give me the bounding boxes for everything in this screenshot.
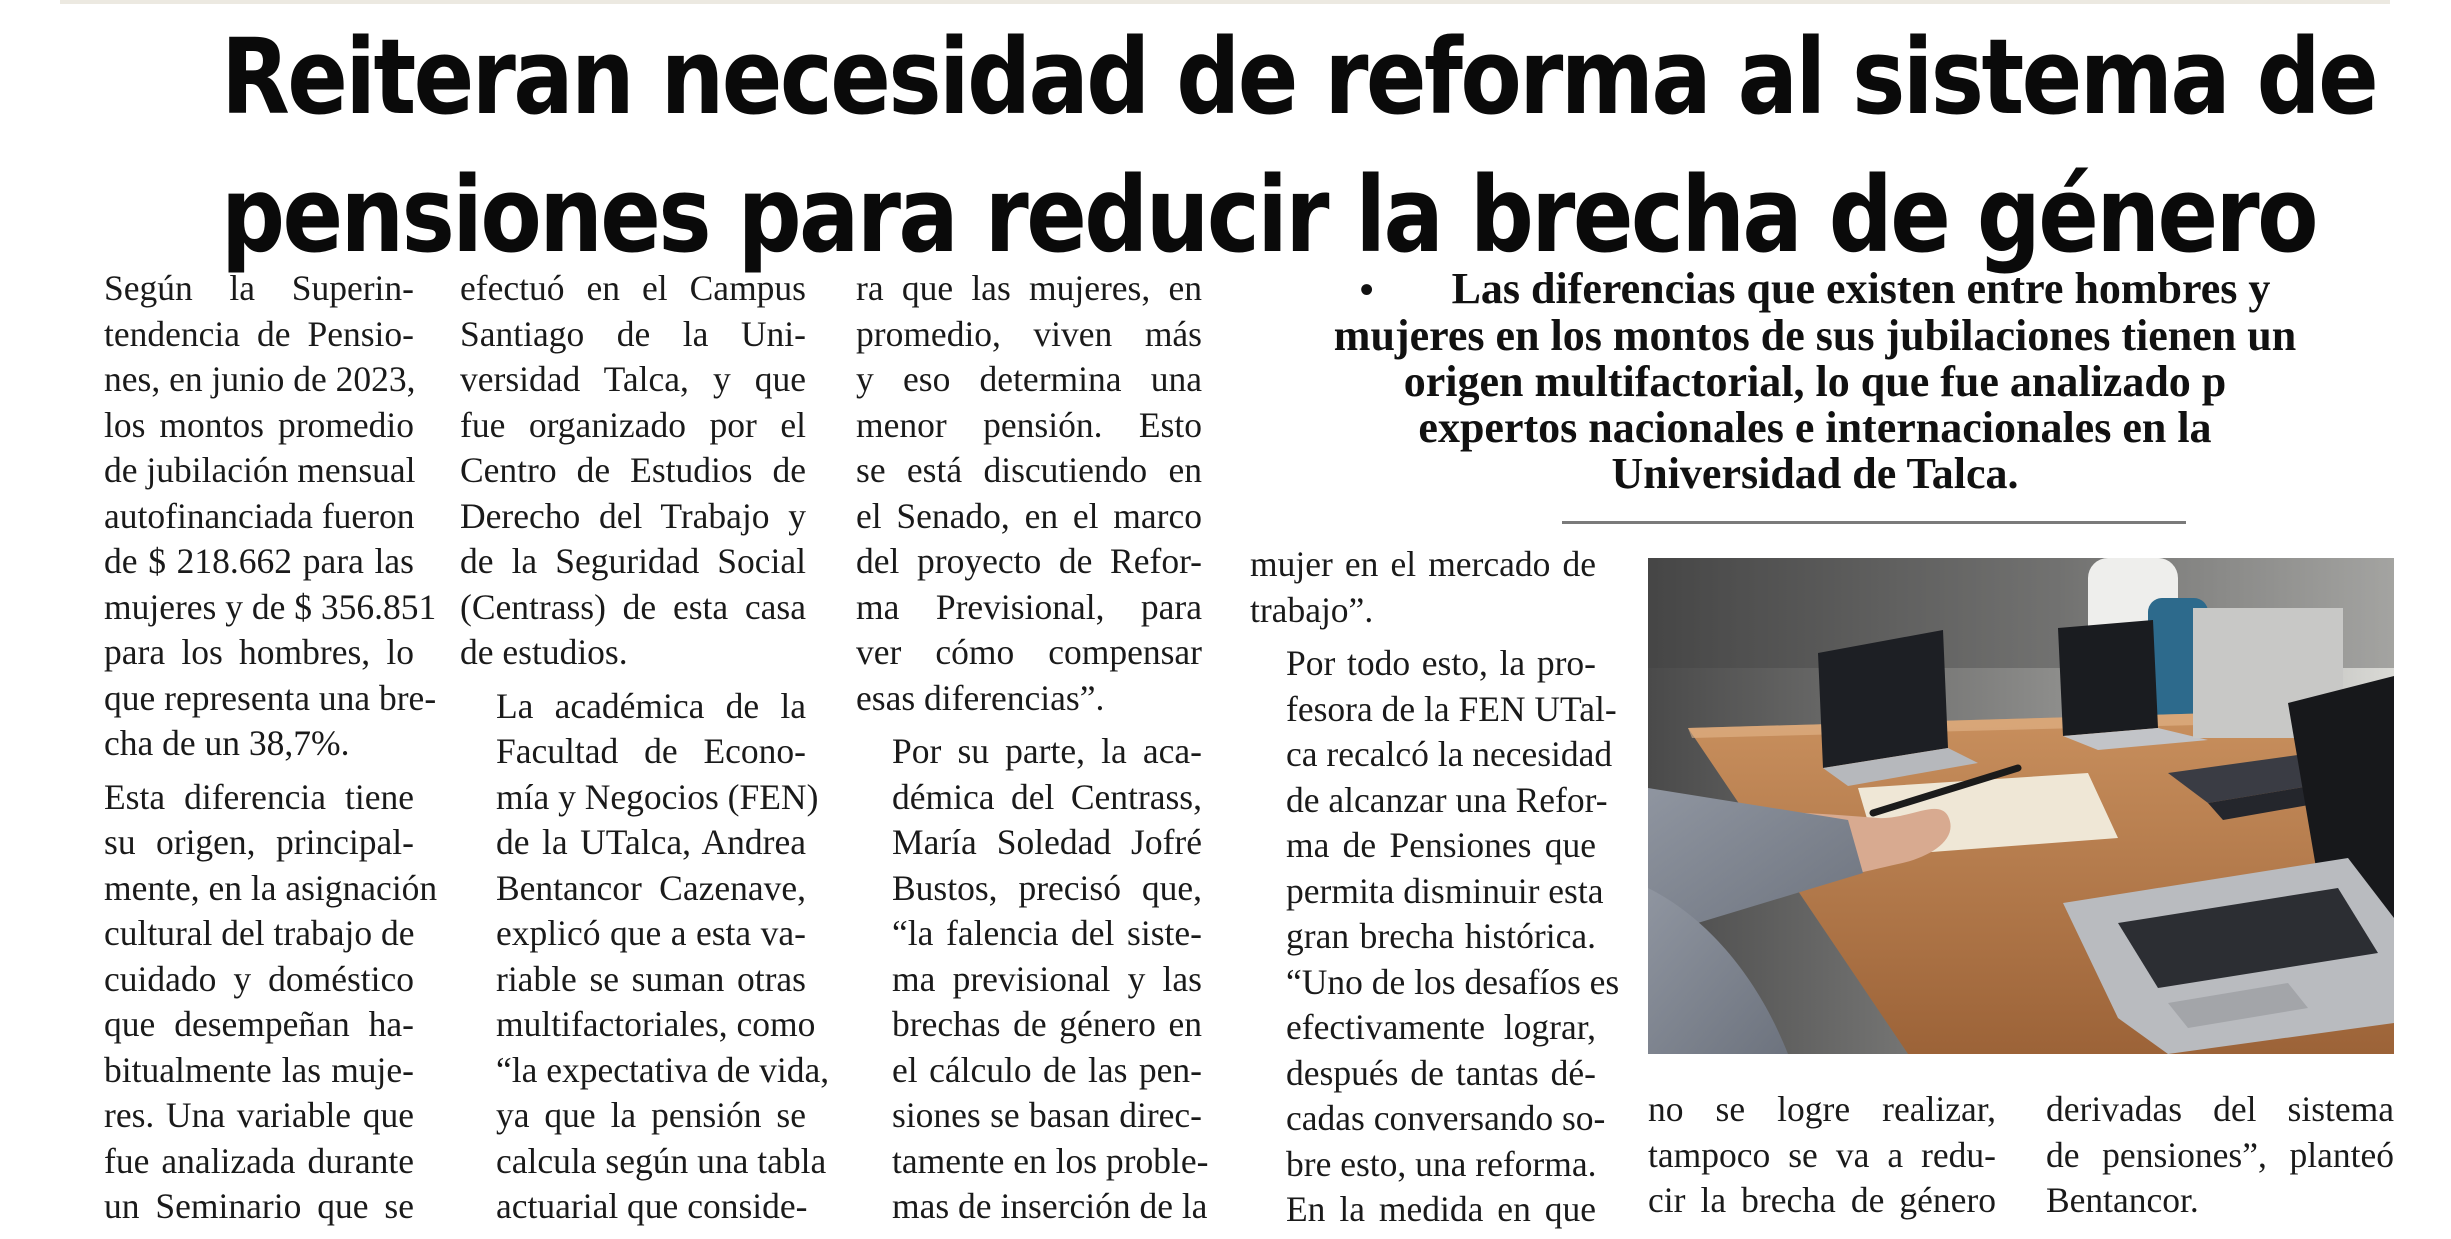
text-line: nes, en junio de 2023,: [104, 359, 416, 399]
text-line: que representa una bre-: [104, 677, 437, 718]
text-line: Bentancor Cazenave,: [496, 867, 806, 908]
text-line: cha de un 38,7%.: [104, 723, 350, 763]
text-line: riable se suman otras: [496, 958, 806, 999]
lead-line: [1245, 266, 2385, 313]
text-line: La académica de la: [496, 685, 806, 726]
text-line: permita disminuir esta: [1286, 870, 1604, 911]
article-column-2: [460, 266, 830, 1230]
text-line: María Soledad Jofré: [892, 822, 1202, 862]
text-line: ma de Pensiones que: [1286, 825, 1596, 865]
text-line: Según la Superin-: [104, 268, 414, 308]
article-column-3: [856, 266, 1209, 1230]
text-line: tamente en los proble-: [892, 1140, 1209, 1181]
text-line: explicó que a esta va-: [496, 913, 806, 953]
text-line: Santiago de la Uni-: [460, 313, 806, 354]
text-line: su origen, principal-: [104, 822, 414, 862]
text-line: “Uno de los desafíos es: [1286, 961, 1620, 1002]
headline: [221, 8, 2377, 284]
text-line: bre esto, una reforma.: [1286, 1143, 1597, 1184]
paragraph: [460, 684, 830, 1230]
text-line: mente, en la asignación: [104, 867, 438, 908]
text-line: Esta diferencia tiene: [104, 776, 414, 817]
text-line: de estudios.: [460, 632, 628, 672]
text-line: mía y Negocios (FEN): [496, 776, 819, 817]
text-line: multifactoriales, como: [496, 1004, 816, 1044]
text-line: ver cómo compensar: [856, 632, 1202, 672]
paragraph: [460, 266, 806, 676]
text-line: efectivamente lograr,: [1286, 1007, 1596, 1047]
paragraph: [856, 729, 1209, 1230]
text-line: ya que la pensión se: [496, 1095, 806, 1135]
paragraph: [1250, 641, 1620, 1233]
text-line: mujer en el mercado de: [1250, 544, 1596, 584]
text-line: que desempeñan ha-: [104, 1004, 414, 1044]
text-line: de alcanzar una Refor-: [1286, 779, 1608, 820]
text-line: ma Previsional, para: [856, 586, 1202, 627]
text-line: calcula según una tabla: [496, 1140, 827, 1181]
text-line: se está discutiendo en: [856, 450, 1202, 490]
text-line: tendencia de Pensio-: [104, 313, 414, 354]
text-line: Derecho del Trabajo y: [460, 495, 806, 536]
article-column-4: [1250, 542, 1620, 1233]
text-line: esas diferencias”.: [856, 677, 1105, 718]
text-line: de la UTalca, Andrea: [496, 822, 806, 862]
lead-summary: [1245, 266, 2385, 497]
text-line: actuarial que conside-: [496, 1186, 808, 1226]
text-line: gran brecha histórica.: [1286, 916, 1596, 956]
text-line: del proyecto de Refor-: [856, 541, 1202, 581]
text-line: tampoco se va a redu-: [1648, 1134, 1996, 1175]
article-column-6: [2046, 1087, 2394, 1224]
text-line: para los hombres, lo: [104, 632, 414, 672]
text-line: Por su parte, la aca-: [892, 731, 1202, 771]
text-line: de pensiones”, planteó: [2046, 1134, 2394, 1175]
text-line: mas de inserción de la: [892, 1186, 1208, 1226]
bullet-icon: •: [1359, 267, 1374, 312]
text-line: Por todo esto, la pro-: [1286, 643, 1596, 683]
lead-underline: [1562, 521, 2186, 524]
text-line: fue organizado por el: [460, 404, 806, 445]
text-line: trabajo”.: [1250, 589, 1374, 630]
text-line: un Seminario que se: [104, 1186, 414, 1226]
paragraph: [1250, 542, 1596, 633]
text-line: cir la brecha de género: [1648, 1180, 1996, 1220]
text-line: (Centrass) de esta casa: [460, 586, 806, 627]
text-line: menor pensión. Esto: [856, 404, 1202, 445]
text-line: de la Seguridad Social: [460, 541, 806, 581]
lead-line: Universidad de Talca.: [1611, 449, 2019, 498]
top-rule: [60, 0, 2390, 4]
text-line: En la medida en que: [1286, 1189, 1596, 1229]
text-line: los montos promedio: [104, 404, 414, 445]
paragraph: [856, 266, 1202, 721]
text-line: no se logre realizar,: [1648, 1089, 1996, 1129]
text-line: mujeres y de $ 356.851: [104, 586, 437, 627]
text-line: brechas de género en: [892, 1004, 1202, 1044]
text-line: después de tantas dé-: [1286, 1052, 1596, 1093]
text-line: cadas conversando so-: [1286, 1098, 1606, 1138]
lead-line: mujeres en los montos de sus jubilaciones tienen un: [1333, 311, 2297, 360]
text-line: de $ 218.662 para las: [104, 541, 414, 581]
text-line: Centro de Estudios de: [460, 450, 806, 490]
text-line: cultural del trabajo de: [104, 913, 415, 953]
text-line: “la expectativa de vida,: [496, 1049, 830, 1090]
text-line: cuidado y doméstico: [104, 958, 414, 999]
text-line: el Senado, en el marco: [856, 495, 1202, 536]
paragraph: [2046, 1087, 2394, 1224]
text-line: Bustos, precisó que,: [892, 867, 1202, 908]
text-line: démica del Centrass,: [892, 776, 1202, 817]
article-column-1: [68, 266, 438, 1230]
paragraph: [1648, 1087, 1996, 1224]
paragraph: [68, 775, 438, 1230]
text-line: derivadas del sistema: [2046, 1089, 2394, 1129]
text-line: y eso determina una: [856, 359, 1202, 399]
text-line: res. Una variable que: [104, 1095, 414, 1135]
text-line: Bentancor.: [2046, 1180, 2199, 1220]
text-line: “la falencia del siste-: [892, 913, 1202, 953]
headline-line-1: Reiteran necesidad de reforma al sistema de: [221, 16, 2377, 138]
text-line: versidad Talca, y que: [460, 359, 806, 399]
text-line: ca recalcó la necesidad: [1286, 734, 1613, 774]
text-line: Facultad de Econo-: [496, 731, 806, 771]
office-laptops-photo: [1648, 558, 2394, 1054]
text-line: ma previsional y las: [892, 958, 1202, 999]
text-line: ra que las mujeres, en: [856, 268, 1202, 308]
headline-line-2: pensiones para reducir la brecha de género: [221, 154, 2316, 276]
lead-text: Las diferencias que existen entre hombres y: [1451, 264, 2271, 313]
lead-line: origen multifactorial, lo que fue analizado p: [1403, 357, 2227, 406]
article-column-5: [1648, 1087, 1996, 1224]
text-line: de jubilación mensual: [104, 450, 416, 490]
text-line: promedio, viven más: [856, 313, 1202, 354]
text-line: fesora de la FEN UTal-: [1286, 688, 1617, 729]
text-line: autofinanciada fueron: [104, 495, 415, 536]
paragraph: [68, 266, 437, 767]
lead-line: expertos nacionales e internacionales en la: [1418, 403, 2212, 452]
text-line: fue analizada durante: [104, 1140, 414, 1181]
text-line: bitualmente las muje-: [104, 1049, 414, 1090]
text-line: efectuó en el Campus: [460, 268, 806, 308]
article-photo: [1648, 558, 2394, 1054]
text-line: el cálculo de las pen-: [892, 1049, 1202, 1090]
text-line: siones se basan direc-: [892, 1095, 1202, 1135]
